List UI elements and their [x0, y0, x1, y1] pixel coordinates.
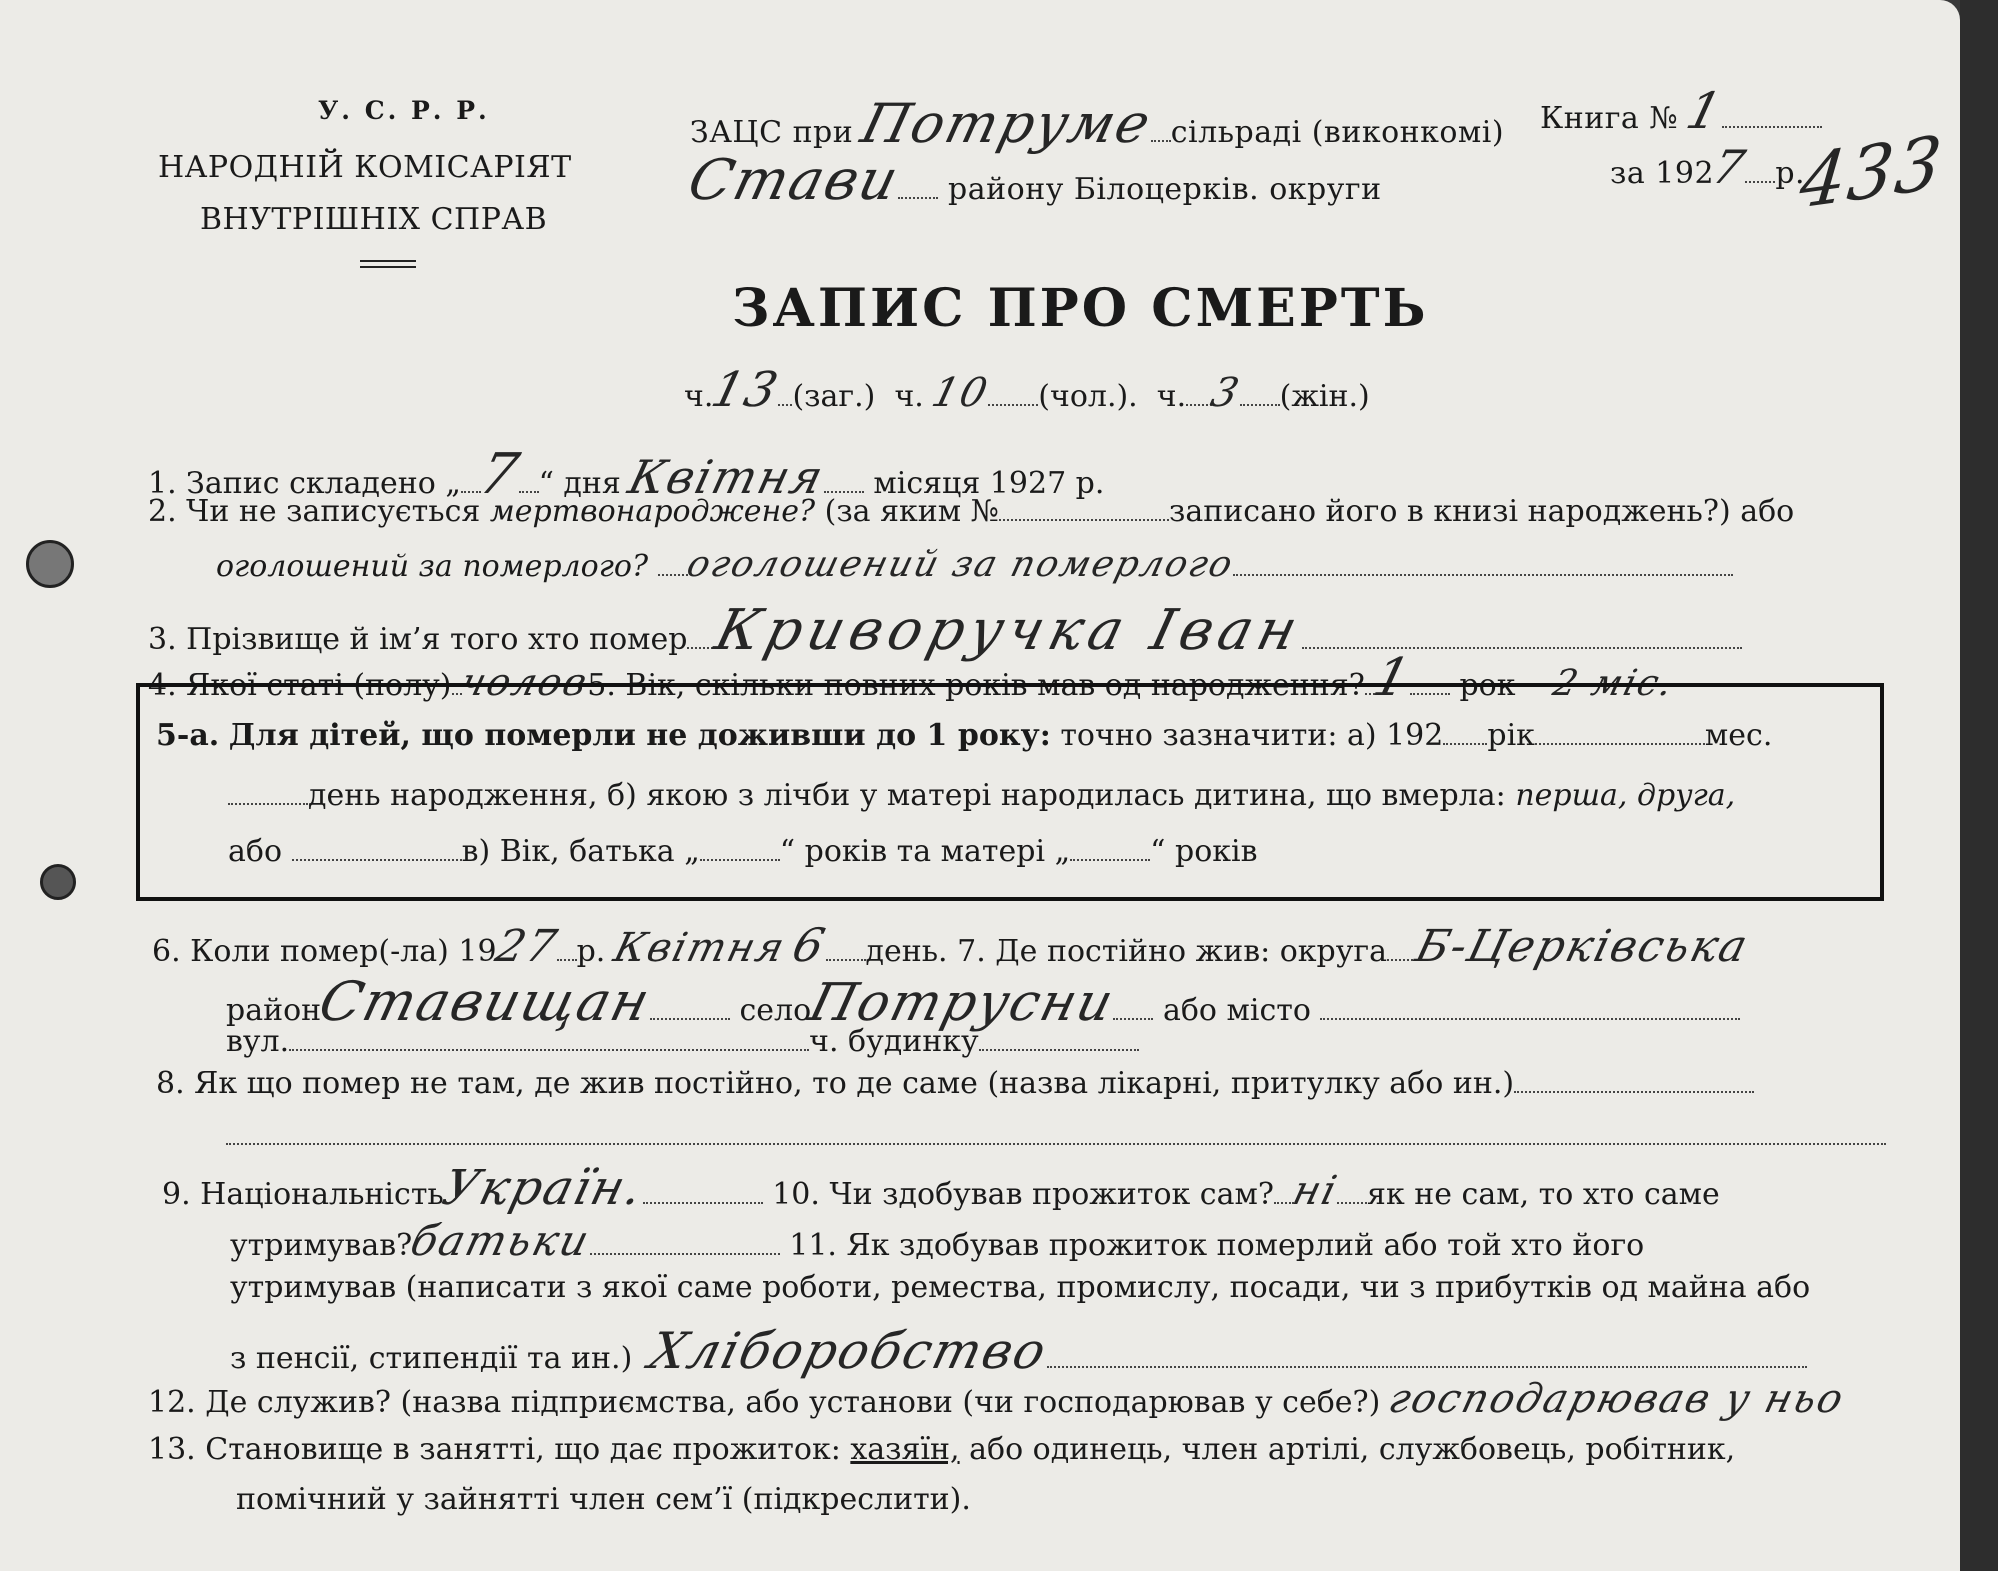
item-11-desc: утримував (написати з якої саме роботи, ремества, промислу, посади, чи з прибутків од майна або [230, 1270, 1811, 1305]
district-suffix: району Білоцерків. округи [948, 172, 1382, 207]
ussr-label: У. С. Р. Р. [318, 96, 490, 125]
fill-dots [1722, 125, 1822, 128]
male-label: (чол.). [1038, 379, 1138, 414]
counts-line [684, 362, 1370, 418]
item-5-label: 5. Вік, скільки повних років мав од народження? [587, 668, 1365, 703]
death-month-handwritten: Квітня [609, 925, 791, 971]
item-10-cont [230, 1216, 1644, 1265]
fill-dots [1535, 742, 1705, 745]
item-11-cont [230, 1322, 1807, 1380]
page-title: ЗАПИС ПРО СМЕРТЬ [732, 278, 1429, 339]
item-13-underlined: хазяїн, [850, 1432, 960, 1467]
item-7-street [226, 1024, 1139, 1059]
item-11-label: 11. Як здобував прожиток померлий або той хто його [789, 1228, 1645, 1263]
record-day-handwritten: 7 [472, 442, 527, 507]
item-9-label: 9. Національність [162, 1177, 444, 1212]
page-edge-shadow [1960, 0, 1998, 1571]
count-prefix: ч. [1156, 379, 1187, 414]
keeper-label: утримував? [230, 1228, 413, 1263]
item-2-label: 2. Чи не записується [148, 494, 481, 529]
item-12 [148, 1376, 1850, 1422]
okruga-handwritten: Б-Церківська [1410, 921, 1755, 972]
deceased-name-handwritten: Криворучка Іван [709, 598, 1310, 663]
count-prefix: ч. [684, 379, 714, 414]
item-11 [230, 1270, 1810, 1305]
misto-label: або місто [1162, 993, 1311, 1028]
employer-handwritten: господарював у ньо [1384, 1376, 1850, 1422]
fill-dots [1745, 180, 1775, 183]
year-label: за 192 [1610, 156, 1715, 191]
fill-dots [1113, 1017, 1153, 1020]
item-5a-second: друга, [1637, 778, 1736, 813]
age-months-handwritten: 2 міс. [1548, 663, 1679, 704]
item-5a-first: перша, [1515, 778, 1628, 813]
fill-dots [519, 490, 539, 493]
item-6 [152, 918, 1755, 972]
item-5a-year-suffix: рік [1487, 718, 1535, 753]
item-3-label: 3. Прізвище й ім’я того хто помер [148, 622, 688, 657]
item-11-pension: з пенсії, стипендії та ин.) [230, 1341, 633, 1376]
year-line [1610, 140, 1805, 194]
raion-label: район [226, 993, 322, 1028]
fill-dots [650, 1017, 730, 1020]
fill-dots [898, 196, 938, 199]
item-13-options: або одинець, член артілі, службовець, робітник, [969, 1432, 1736, 1467]
fill-dots [1233, 573, 1733, 576]
fill-dots [999, 518, 1169, 521]
item-10-label: 10. Чи здобував прожиток сам? [772, 1177, 1274, 1212]
header-rule-2 [360, 266, 416, 268]
fill-dots [1320, 1017, 1740, 1020]
item-2-declared-label: оголошений за померлого? [216, 549, 649, 584]
female-label: (жін.) [1279, 379, 1370, 414]
item-5a-year-label: точно зазначити: а) 192 [1060, 718, 1444, 753]
item-2-suffix: записано його в книзі народжень?) або [1169, 494, 1795, 529]
fill-dots [643, 1201, 763, 1204]
nationality-handwritten: Україн. [436, 1160, 650, 1216]
item-8-label: 8. Як що помер не там, де жив постійно, то де саме (назва лікарні, притулку або ин.) [156, 1066, 1515, 1101]
item-13 [148, 1432, 1735, 1467]
self-support-handwritten: ні [1288, 1168, 1343, 1214]
age-years-handwritten: 1 [1367, 648, 1418, 708]
item-5a-mother-label: “ років та матері „ [779, 834, 1071, 869]
item-5-years-label: рок [1459, 668, 1516, 703]
fill-dots [1514, 1090, 1754, 1093]
record-month-handwritten: Квітня [623, 450, 831, 504]
fill-dots [1151, 139, 1171, 142]
ministry-line1: НАРОДНІЙ КОМІСАРІЯТ [158, 150, 572, 185]
sex-handwritten: чолов [456, 660, 593, 704]
item-8-fill [226, 1130, 1886, 1149]
item-1-day-label: “ дня [538, 466, 621, 501]
selo-handwritten: Потрусни [803, 973, 1121, 1033]
item-1-month-label: місяця 1927 р. [873, 466, 1105, 501]
total-count-handwritten: 13 [706, 362, 786, 418]
year-handwritten: 7 [1707, 140, 1753, 194]
corner-number-handwritten: 433 [1796, 118, 1948, 226]
ministry-line2: ВНУТРІШНІХ СПРАВ [200, 202, 548, 237]
item-8 [156, 1066, 1754, 1101]
fill-dots [700, 858, 780, 861]
item-5a-month-label: мес. [1704, 718, 1773, 753]
item-5a-number: 5-а. [156, 718, 220, 753]
fill-dots [1337, 1201, 1367, 1204]
fill-dots [979, 1048, 1139, 1051]
item-4-label: 4. Якої статі (полу) [148, 668, 452, 703]
header-rule [360, 260, 416, 262]
village-handwritten: Потруме [855, 92, 1159, 155]
item-2-number-label: (за яким № [824, 494, 1000, 529]
book-number-handwritten: 1 [1681, 82, 1730, 140]
fill-dots [778, 403, 792, 406]
fill-dots [228, 802, 308, 805]
item-10-suffix: як не сам, то хто саме [1367, 1177, 1720, 1212]
punch-hole [26, 540, 74, 588]
item-1-label: 1. Запис складено „ [148, 466, 461, 501]
district-handwritten: Стави [681, 148, 907, 213]
selo-label: село [739, 993, 812, 1028]
fill-dots [289, 1048, 809, 1051]
item-5a-or: або [228, 834, 283, 869]
male-count-handwritten: 10 [927, 370, 995, 416]
total-label: (заг.) [792, 379, 876, 414]
item-13-label: 13. Становище в занятті, що дає прожиток: [148, 1432, 841, 1467]
item-6-year-suffix: р. [576, 934, 606, 969]
item-5a-father-label: в) Вік, батька „ [461, 834, 700, 869]
item-12-label: 12. Де служив? (назва підприємства, або установи (чи господарював у себе?) [148, 1385, 1381, 1420]
item-2-italic: мертвонароджене? [489, 494, 816, 529]
book-label: Книга № [1540, 101, 1679, 136]
fill-dots [988, 403, 1038, 406]
death-day-handwritten: 6 [787, 918, 833, 972]
count-prefix: ч. [894, 379, 924, 414]
item-2-cont [216, 544, 1733, 585]
item-2 [148, 494, 1794, 529]
district-line [681, 148, 1382, 213]
zags-suffix: сільраді (виконкомі) [1170, 115, 1505, 150]
item-6-label: 6. Коли помер(-ла) 19 [152, 934, 497, 969]
item-5a-cont [228, 778, 1735, 813]
street-label: вул. [226, 1024, 290, 1059]
house-label: ч. будинку [809, 1024, 979, 1059]
fill-dots [1443, 742, 1487, 745]
punch-hole [40, 864, 76, 900]
year-suffix: р. [1775, 156, 1806, 191]
item-7-label: день. 7. Де постійно жив: округа [865, 934, 1387, 969]
item-5a [156, 718, 1772, 753]
livelihood-handwritten: Хліборобство [644, 1322, 1054, 1380]
fill-dots [658, 573, 688, 576]
fill-dots [1240, 403, 1280, 406]
fill-dots [590, 1252, 780, 1255]
fill-dots [557, 958, 577, 961]
declared-handwritten: оголошений за померлого [682, 544, 1238, 585]
fill-dots [292, 858, 462, 861]
item-5a-birth-label: день народження, б) якою з лічби у матері народилась дитина, що вмерла: [308, 778, 1506, 813]
item-13-cont [236, 1482, 971, 1517]
female-count-handwritten: 3 [1206, 370, 1246, 416]
item-5a-years: “ років [1150, 834, 1258, 869]
item-9 [162, 1160, 1720, 1216]
fill-dots [826, 958, 866, 961]
zags-prefix: ЗАЦС при [690, 115, 854, 150]
keeper-handwritten: батьки [406, 1216, 596, 1265]
raion-handwritten: Ставищан [313, 970, 658, 1033]
item-5a-bold: Для дітей, що померли не доживши до 1 року: [228, 718, 1051, 753]
fill-dots [824, 490, 864, 493]
item-13-options-2: помічний у зайнятті член сем’ї (підкреслити). [236, 1482, 971, 1517]
book-line [1540, 82, 1822, 140]
fill-dots [1070, 858, 1150, 861]
item-5a-cont2 [228, 834, 1258, 869]
fill-dots [226, 1142, 1886, 1145]
death-year-handwritten: 27 [490, 921, 563, 972]
fill-dots [1047, 1365, 1807, 1368]
zags-line [690, 92, 1504, 155]
